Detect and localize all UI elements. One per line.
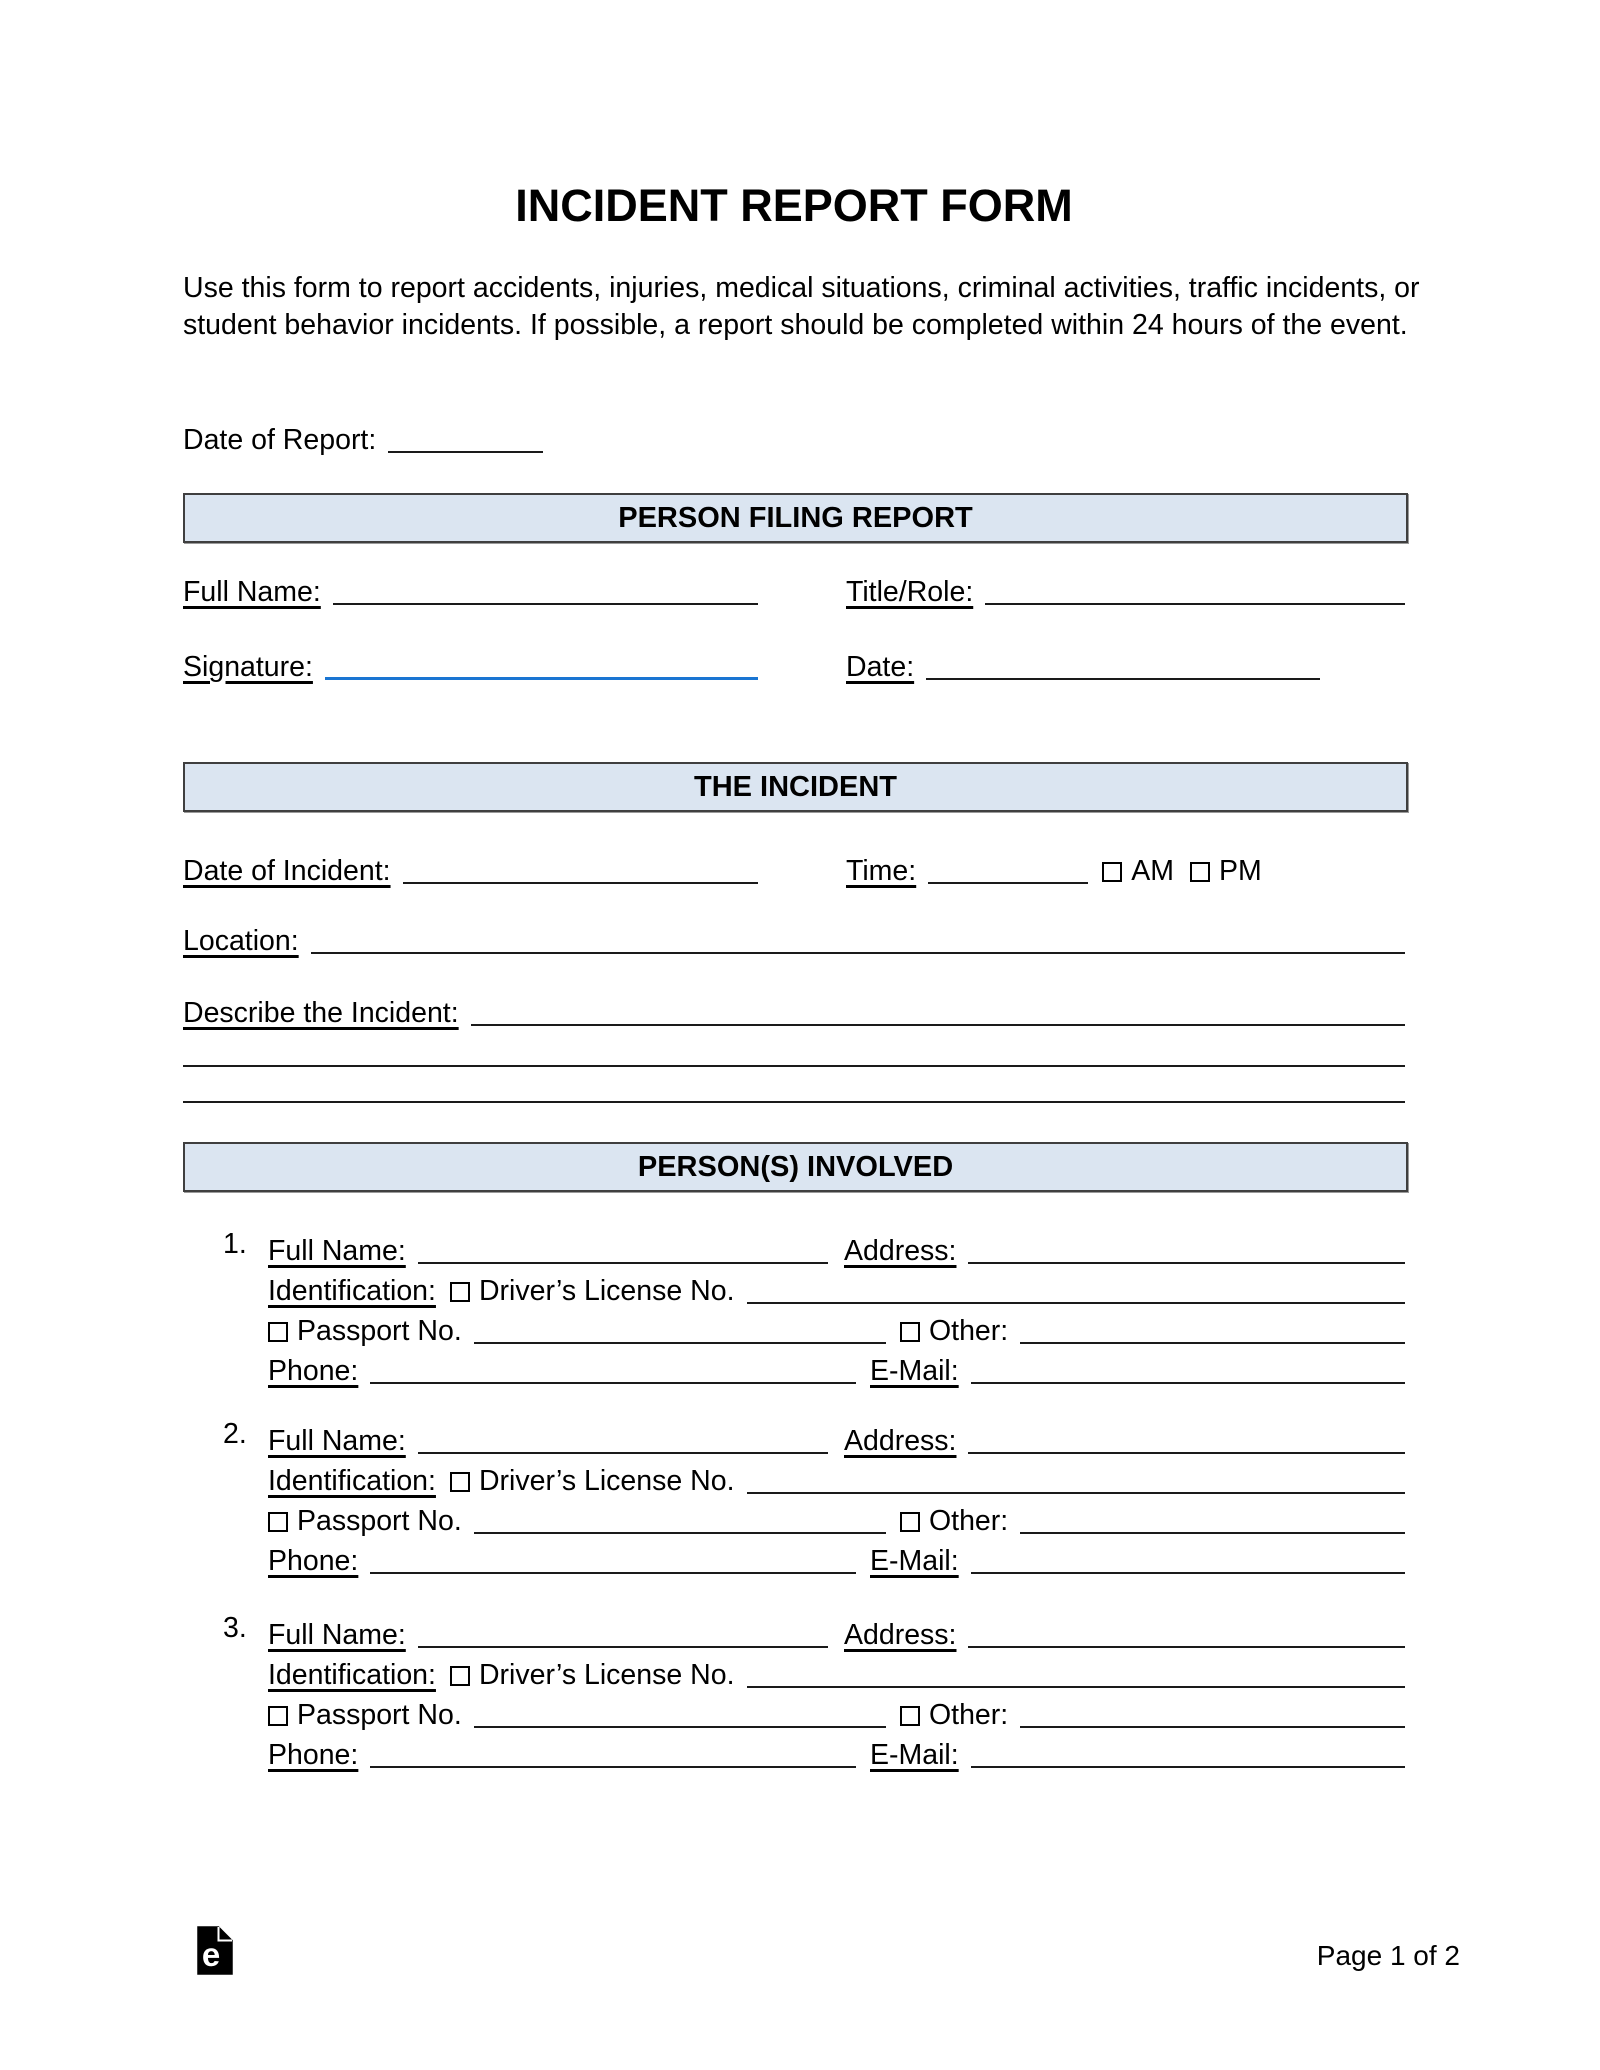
title-role-field[interactable]: [985, 603, 1405, 605]
describe-incident-field[interactable]: [471, 1024, 1405, 1026]
person-name-address-row: [268, 1612, 1405, 1652]
drivers-license-label: Driver’s License No.: [478, 1275, 735, 1307]
address-field[interactable]: [968, 1262, 1405, 1264]
passport-checkbox[interactable]: [268, 1706, 288, 1726]
title-role-label: Title/Role:: [846, 576, 974, 608]
incident-row-1: [183, 855, 1405, 888]
section-header-persons-involved: [183, 1142, 1408, 1192]
phone-label: Phone:: [268, 1739, 359, 1771]
other-field[interactable]: [1020, 1726, 1405, 1728]
person-identification-row: [268, 1458, 1405, 1498]
page-number: Page 1 of 2: [1316, 1940, 1460, 1971]
address-label: Address:: [844, 1425, 957, 1457]
describe-incident-label: Describe the Incident:: [183, 997, 459, 1029]
email-label: E-Mail:: [870, 1739, 959, 1771]
phone-field[interactable]: [370, 1382, 856, 1384]
passport-label: Passport No.: [297, 1699, 462, 1731]
phone-label: Phone:: [268, 1355, 359, 1387]
other-label: Other:: [929, 1699, 1009, 1731]
person-entry-2: [223, 1418, 1405, 1578]
date-of-report-row: [183, 424, 1405, 457]
location-label: Location:: [183, 925, 299, 957]
filing-row-2: [183, 651, 1405, 684]
email-field[interactable]: [971, 1572, 1405, 1574]
signature-field[interactable]: [325, 677, 758, 680]
person-number: 2.: [223, 1418, 247, 1450]
location-field[interactable]: [311, 952, 1405, 954]
person-identification-row: [268, 1268, 1405, 1308]
signature-label: Signature:: [183, 651, 313, 683]
other-label: Other:: [929, 1505, 1009, 1537]
date-label: Date:: [846, 651, 915, 683]
pm-label: PM: [1218, 855, 1262, 887]
person-phone-email-row: [268, 1348, 1405, 1388]
full-name-field[interactable]: [418, 1262, 828, 1264]
describe-incident-field-line-2[interactable]: [183, 1065, 1405, 1067]
person-phone-email-row: [268, 1538, 1405, 1578]
other-checkbox[interactable]: [900, 1706, 920, 1726]
am-label: AM: [1131, 855, 1174, 887]
email-field[interactable]: [971, 1382, 1405, 1384]
full-name-field[interactable]: [418, 1646, 828, 1648]
section-header-person-filing-report: [183, 493, 1408, 543]
person-name-address-row: [268, 1418, 1405, 1458]
passport-number-field[interactable]: [474, 1726, 886, 1728]
date-of-incident-field[interactable]: [403, 882, 758, 884]
identification-label: Identification:: [268, 1659, 436, 1691]
drivers-license-label: Driver’s License No.: [478, 1659, 735, 1691]
person-identification-row: [268, 1652, 1405, 1692]
drivers-license-checkbox[interactable]: [450, 1666, 470, 1686]
time-field[interactable]: [928, 882, 1088, 884]
person-entry-3: [223, 1612, 1405, 1772]
full-name-label: Full Name:: [268, 1619, 406, 1651]
section-header-label: PERSON(S) INVOLVED: [637, 1150, 954, 1183]
person-passport-other-row: [268, 1308, 1405, 1348]
other-field[interactable]: [1020, 1342, 1405, 1344]
passport-label: Passport No.: [297, 1505, 462, 1537]
page-title: INCIDENT REPORT FORM: [515, 180, 1073, 231]
other-label: Other:: [929, 1315, 1009, 1347]
drivers-license-number-field[interactable]: [747, 1302, 1406, 1304]
full-name-label: Full Name:: [183, 576, 321, 608]
filing-row-1: [183, 576, 1405, 609]
phone-label: Phone:: [268, 1545, 359, 1577]
email-label: E-Mail:: [870, 1355, 959, 1387]
date-of-report-label: Date of Report:: [183, 424, 377, 456]
person-number: 3.: [223, 1612, 247, 1644]
pm-checkbox[interactable]: [1190, 862, 1210, 882]
full-name-field[interactable]: [333, 603, 758, 605]
other-checkbox[interactable]: [900, 1512, 920, 1532]
address-field[interactable]: [968, 1646, 1405, 1648]
email-field[interactable]: [971, 1766, 1405, 1768]
passport-checkbox[interactable]: [268, 1512, 288, 1532]
am-checkbox[interactable]: [1102, 862, 1122, 882]
section-header-label: THE INCIDENT: [694, 770, 897, 803]
section-header-label: PERSON FILING REPORT: [618, 501, 973, 534]
location-row: [183, 925, 1405, 958]
person-number: 1.: [223, 1228, 247, 1260]
date-of-incident-label: Date of Incident:: [183, 855, 391, 887]
phone-field[interactable]: [370, 1572, 856, 1574]
passport-label: Passport No.: [297, 1315, 462, 1347]
intro-text: Use this form to report accidents, injuries, medical situations, criminal activities, traffic incidents, or student behavior incidents. If possible, a report should be completed within 24 hours of the event.: [183, 272, 1420, 341]
full-name-label: Full Name:: [268, 1425, 406, 1457]
describe-incident-field-line-3[interactable]: [183, 1101, 1405, 1103]
identification-label: Identification:: [268, 1275, 436, 1307]
other-field[interactable]: [1020, 1532, 1405, 1534]
drivers-license-label: Driver’s License No.: [478, 1465, 735, 1497]
drivers-license-checkbox[interactable]: [450, 1282, 470, 1302]
time-label: Time:: [846, 855, 917, 887]
section-header-the-incident: [183, 762, 1408, 812]
drivers-license-number-field[interactable]: [747, 1492, 1406, 1494]
describe-incident-row: [183, 997, 1405, 1030]
identification-label: Identification:: [268, 1465, 436, 1497]
drivers-license-number-field[interactable]: [747, 1686, 1406, 1688]
logo-letter: e: [201, 1936, 221, 1973]
person-phone-email-row: [268, 1732, 1405, 1772]
passport-checkbox[interactable]: [268, 1322, 288, 1342]
person-passport-other-row: [268, 1692, 1405, 1732]
address-label: Address:: [844, 1619, 957, 1651]
full-name-label: Full Name:: [268, 1235, 406, 1267]
full-name-field[interactable]: [418, 1452, 828, 1454]
phone-field[interactable]: [370, 1766, 856, 1768]
address-field[interactable]: [968, 1452, 1405, 1454]
passport-number-field[interactable]: [474, 1532, 886, 1534]
address-label: Address:: [844, 1235, 957, 1267]
passport-number-field[interactable]: [474, 1342, 886, 1344]
date-field[interactable]: [926, 678, 1320, 680]
person-passport-other-row: [268, 1498, 1405, 1538]
date-of-report-field[interactable]: [388, 451, 543, 453]
other-checkbox[interactable]: [900, 1322, 920, 1342]
drivers-license-checkbox[interactable]: [450, 1472, 470, 1492]
person-name-address-row: [268, 1228, 1405, 1268]
person-entry-1: [223, 1228, 1405, 1388]
email-label: E-Mail:: [870, 1545, 959, 1577]
